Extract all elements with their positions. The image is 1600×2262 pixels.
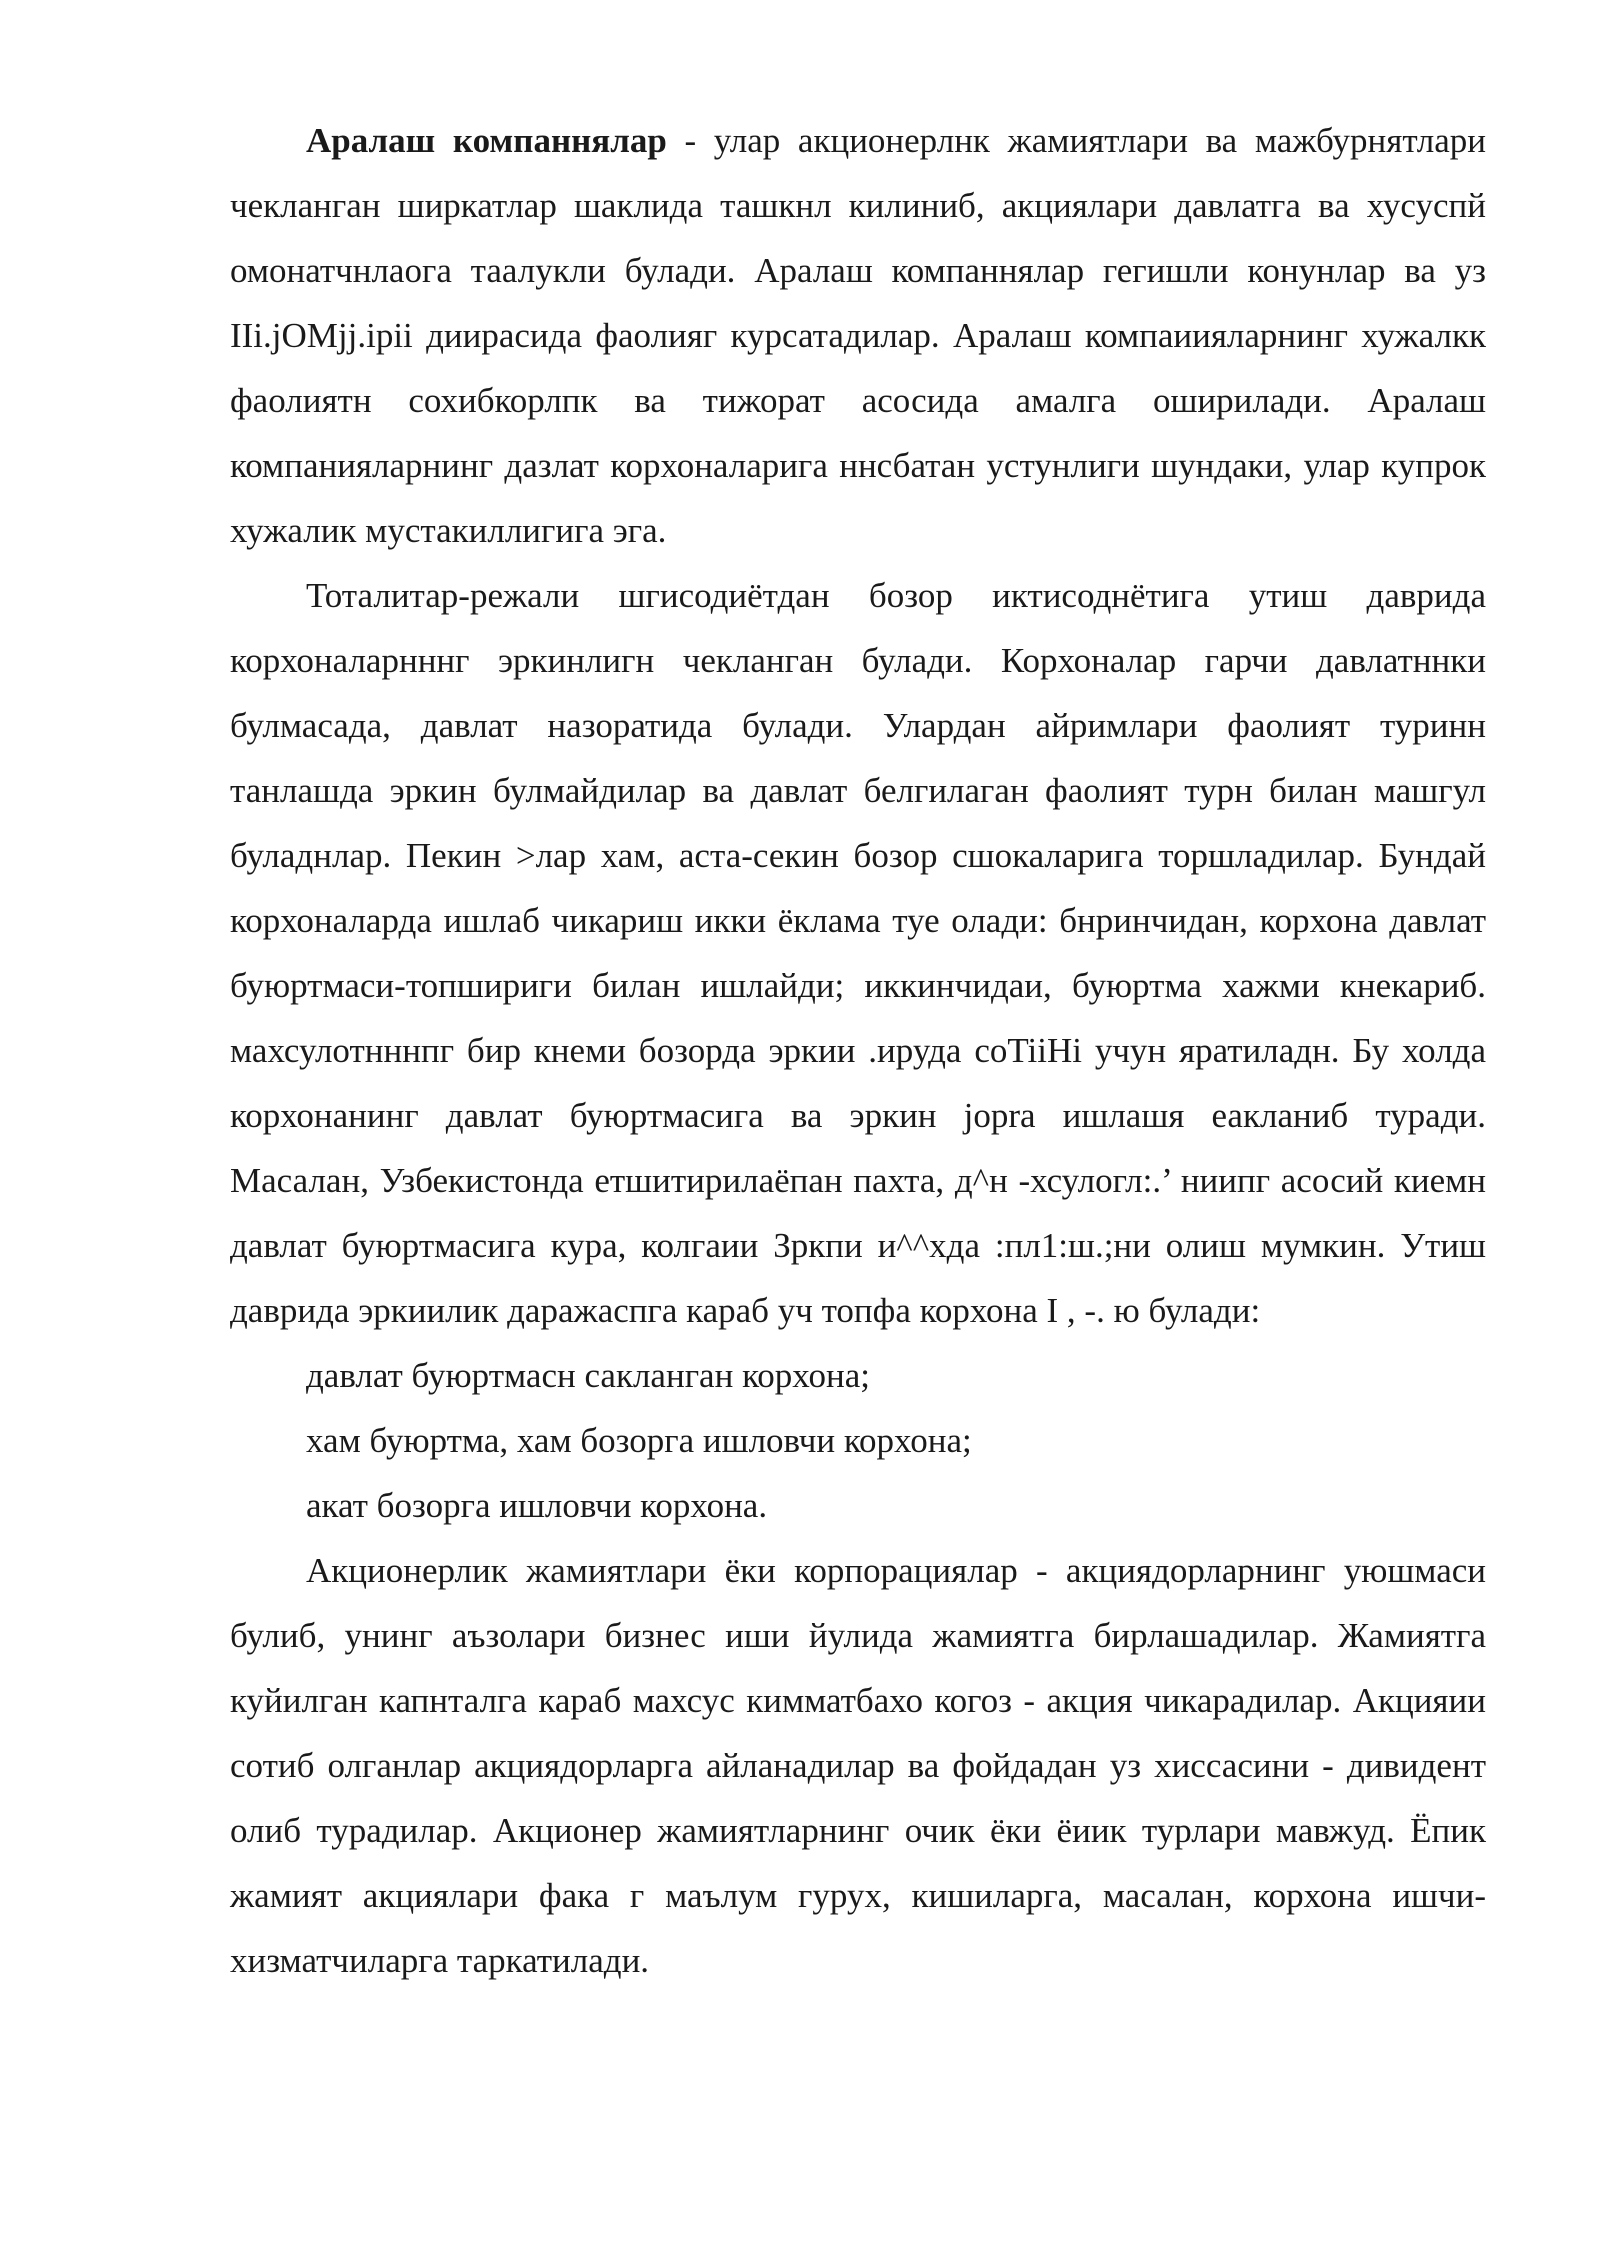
list-item: акат бозорга ишловчи корхона. bbox=[306, 1486, 768, 1525]
paragraph-mixed-companies bbox=[230, 108, 1486, 563]
paragraph-transition-period: Тоталитар-режали шгисодиётдан бозор иктисоднётига утиш даврида корхоналарнннг эркинлигн чекланган булади. Корхоналар гарчи давлатннки булмасада, давлат назоратида булади. Улардан айримлари фаолият туринн танлашда эркин булмайдилар ва давлат белгилаган фаолият турн билан машгул буладнлар. Пекин >лар хам, аста-секин бозор сшокаларига торшладилар. Бундай корхоналарда ишлаб чикариш икки ёклама туе олади: бнринчидан, корхона давлат буюртмаси-топшириги билан ишлайди; иккинчидаи, буюртма хажми кнекариб. махсулотнннпг бир кнеми бозорда эркии .ируда coTiiHi учун яратиладн. Бу холда корхонанинг давлат буюртмасига ва эркин jopra ишлашя еакланиб туради. Масалан, Узбекистонда етшитирилаёпан пахта, д^н -хсулогл:.’ ниипг асосий киемн давлат буюртмасига кура, колгаии Зркпи и^^хда :пл1:ш.;ни олиш мумкин. Утиш даврида эркиилик даражаспга караб уч топфа корхона I , -. ю булади: bbox=[230, 576, 1486, 1330]
list-item: хам буюртма, хам бозорга ишловчи корхона; bbox=[306, 1421, 972, 1460]
paragraph-text: - улар акционерлнк жамиятлари ва мажбурнятлари чекланган ширкатлар шаклида ташкнл килиниб, акциялари давлатга ва хусуспй омонатчнлаога таалукли булади. Аралаш компаннялар гегишли конунлар ва уз IIi.jOMjj.ipii диирасида фаолияг курсатадилар. Аралаш компаиияларнинг хужалкк фаолиятн сохибкорлпк ва тижорат асосида амалга оширилади. Аралаш компанияларнинг дазлат корхоналарига ннсбатан устунлиги шундаки, улар купрок хужалик мустакиллигига эга. bbox=[230, 121, 1486, 550]
document-page bbox=[230, 108, 1486, 1993]
list-item: давлат буюртмасн сакланган корхона; bbox=[306, 1356, 870, 1395]
paragraph-joint-stock: Акционерлик жамиятлари ёки корпорациялар - акциядорларнинг уюшмаси булиб, унинг аъзолари бизнес иши йулида жамиятга бирлашадилар. Жамиятга куйилган капнталга караб махсус кимматбахо когоз - акция чикарадилар. Акцияии сотиб олганлар акциядорларга айланадилар ва фойдадан уз хиссасини - дивидент олиб турадилар. Акционер жамиятларнинг очик ёки ёиик турлари мавжуд. Ёпик жамият акциялари фака г маълум гурух, кишиларга, масалан, корхона ишчи-хизматчиларга таркатилади. bbox=[230, 1551, 1486, 1980]
term-mixed-companies: Аралаш компаннялар bbox=[306, 121, 667, 160]
